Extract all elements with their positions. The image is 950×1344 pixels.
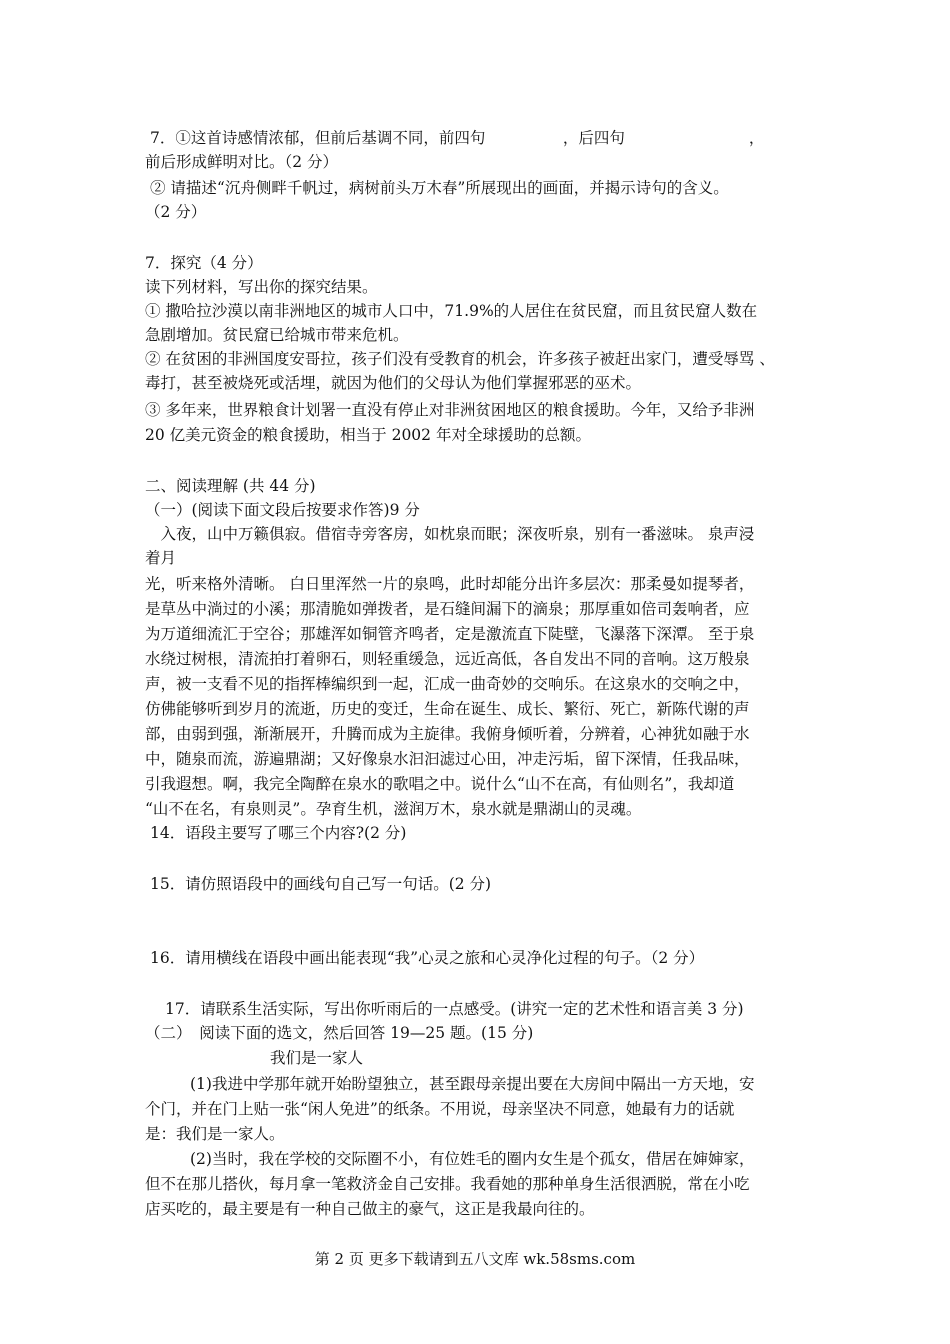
question-7-poem-line-4: （2 分） [145, 203, 207, 221]
question-7-explore-title: 7．探究（4 分） [145, 254, 263, 272]
passage-1-line-12: “山不在名，有泉则灵”。孕育生机，滋润万木，泉水就是鼎湖山的灵魂。 [145, 800, 642, 818]
passage-1-line-1: 入夜，山中万籁俱寂。借宿寺旁客房，如枕泉而眠；深夜听泉，别有一番滋味。 泉声浸 [145, 525, 755, 543]
passage-1-line-4: 是草丛中淌过的小溪；那清脆如弹拨者，是石缝间漏下的滴泉；那厚重如倍司轰响者，应 [145, 600, 750, 618]
passage-1-line-10: 中，随泉而流，游遍鼎湖；又好像泉水汩汩滤过心田，冲走污垢，留下深情，任我品味， [145, 750, 750, 768]
question-16: 16．请用横线在语段中画出能表现“我”心灵之旅和心灵净化过程的句子。（2 分） [150, 949, 705, 967]
passage-1-line-2: 着月 [145, 549, 177, 567]
article-para-2-line-3: 店买吃的，最主要是有一种自己做主的豪气，这正是我最向往的。 [145, 1200, 595, 1218]
question-7-poem-line-3: ② 请描述“沉舟侧畔千帆过，病树前头万木春”所展现出的画面，并揭示诗句的含义。 [150, 179, 729, 197]
article-para-2-line-1: (2)当时，我在学校的交际圈不小，有位姓毛的圈内女生是个孤女，借居在婶婶家， [190, 1150, 755, 1168]
part-1-title: （一）(阅读下面文段后按要求作答)9 分 [145, 501, 420, 519]
explore-material-3-line-2: 20 亿美元资金的粮食援助，相当于 2002 年对全球援助的总额。 [145, 426, 591, 444]
passage-1-line-3: 光，听来格外清晰。 白日里浑然一片的泉鸣，此时却能分出许多层次：那柔曼如提琴者， [145, 575, 755, 593]
explore-material-2-line-2: 毒打，甚至被烧死或活埋，就因为他们的父母认为他们掌握邪恶的巫术。 [145, 374, 642, 392]
article-para-1-line-1: (1)我进中学那年就开始盼望独立，甚至跟母亲提出要在大房间中隔出一方天地，安 [190, 1075, 755, 1093]
passage-1-line-8: 仿佛能够听到岁月的流逝，历史的变迁，生命在诞生、成长、繁衍、死亡，新陈代谢的声 [145, 700, 750, 718]
passage-1-line-6: 水绕过树根，清流拍打着卵石，则轻重缓急，远近高低，各自发出不同的音响。这万般泉 [145, 650, 750, 668]
question-14: 14．语段主要写了哪三个内容?(2 分) [150, 824, 407, 842]
explore-intro: 读下列材料，写出你的探究结果。 [145, 278, 378, 296]
question-17: 17．请联系生活实际，写出你听雨后的一点感受。(讲究一定的艺术性和语言美 3 分) [165, 1000, 744, 1018]
article-para-1-line-2: 个门，并在门上贴一张“闲人免进”的纸条。不用说，母亲坚决不同意，她最有力的话就 [145, 1100, 735, 1118]
passage-1-line-7: 声，被一支看不见的指挥棒编织到一起，汇成一曲奇妙的交响乐。在这泉水的交响之中， [145, 675, 750, 693]
page-footer: 第 2 页 更多下载请到五八文库 wk.58sms.com [314, 1250, 636, 1268]
explore-material-3-line-1: ③ 多年来，世界粮食计划署一直没有停止对非洲贫困地区的粮食援助。今年，又给予非洲 [145, 401, 755, 419]
question-7-poem-line-1: 7．①这首诗感情浓郁，但前后基调不同，前四句 ，后四句 ， [150, 129, 765, 147]
passage-1-line-5: 为万道细流汇于空谷；那雄浑如铜管齐鸣者，定是激流直下陡壁，飞瀑落下深潭。 至于泉 [145, 625, 755, 643]
explore-material-1-line-1: ① 撒哈拉沙漠以南非洲地区的城市人口中，71.9%的人居住在贫民窟，而且贫民窟人数在 [145, 302, 758, 320]
article-para-1-line-3: 是：我们是一家人。 [145, 1125, 285, 1143]
section-2-title: 二、阅读理解 (共 44 分) [145, 477, 316, 495]
question-7-poem-line-2: 前后形成鲜明对比。（2 分） [145, 153, 339, 171]
article-para-2-line-2: 但不在那儿搭伙，每月拿一笔救济金自己安排。我看她的那种单身生活很洒脱，常在小吃 [145, 1175, 750, 1193]
question-15: 15．请仿照语段中的画线句自己写一句话。(2 分) [150, 875, 492, 893]
explore-material-2-line-1: ② 在贫困的非洲国度安哥拉，孩子们没有受教育的机会，许多孩子被赶出家门，遭受辱骂 、 [145, 350, 775, 368]
article-title: 我们是一家人 [270, 1049, 364, 1067]
part-2-title: （二） 阅读下面的选文，然后回答 19—25 题。(15 分) [145, 1024, 534, 1042]
explore-material-1-line-2: 急剧增加。贫民窟已给城市带来危机。 [145, 326, 409, 344]
passage-1-line-11: 引我遐想。啊，我完全陶醉在泉水的歌唱之中。说什么“山不在高，有仙则名”，我却道 [145, 775, 735, 793]
passage-1-line-9: 部，由弱到强，渐渐展开，升腾而成为主旋律。我俯身倾听着，分辨着，心神犹如融于水 [145, 725, 750, 743]
